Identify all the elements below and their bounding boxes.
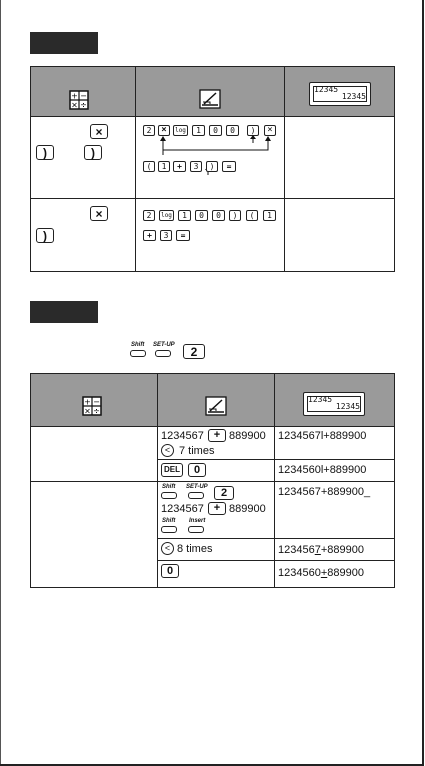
key-del: DEL [161, 463, 183, 477]
display-result: 1234560+889900 [278, 567, 364, 579]
key-multiply: × [90, 124, 108, 139]
key-1: 1 [192, 125, 205, 136]
key-0: 0 [188, 463, 206, 477]
svg-text:+: + [71, 91, 78, 101]
number-text: 1234567 [161, 430, 204, 442]
display-icon: 12345 12345 [303, 392, 365, 416]
insert-key [188, 526, 204, 533]
key-2: 2 [183, 344, 205, 359]
page-border-left [0, 0, 1, 766]
calculator-icon [82, 396, 102, 416]
shift-key [130, 350, 146, 357]
key-plus: + [208, 502, 226, 515]
key-2: 2 [143, 210, 155, 221]
svg-text:−: − [93, 397, 100, 407]
setup-label: SET-UP [186, 484, 208, 490]
shift-label: Shift [162, 518, 176, 524]
key-open-paren: ( [246, 210, 258, 221]
display-result: 1234567+889900 [278, 544, 364, 556]
key-0: 0 [226, 125, 239, 136]
key-plus: + [208, 429, 226, 442]
key-plus: + [143, 230, 156, 241]
key-0: 0 [161, 564, 179, 578]
setup-key [155, 350, 171, 357]
repeat-text: 7 times [179, 445, 215, 457]
key-3: 3 [190, 161, 202, 172]
svg-text:÷: ÷ [80, 100, 87, 110]
key-1: 1 [178, 210, 191, 221]
key-multiply: × [158, 125, 170, 136]
setup-key [188, 492, 204, 499]
key-close-paren: ) [247, 125, 259, 136]
key-3: 3 [160, 230, 172, 241]
shift-key [161, 492, 177, 499]
key-multiply: × [90, 206, 108, 221]
number-text: 889900 [229, 430, 266, 442]
key-close-paren: ) [229, 210, 241, 221]
key-equals: = [222, 161, 236, 172]
display-result: 1234567+889900_ [278, 486, 371, 498]
keystroke-icon [199, 89, 221, 109]
section-tab-1 [30, 32, 98, 54]
number-text: 1234567 [161, 503, 204, 515]
example-table-2 [30, 373, 395, 588]
left-cursor-icon: < [161, 444, 174, 457]
svg-text:÷: ÷ [93, 406, 100, 416]
display-result: 1234560l+889900 [278, 464, 367, 476]
key-1: 1 [263, 210, 276, 221]
key-0: 0 [212, 210, 225, 221]
svg-text:×: × [71, 100, 78, 110]
key-equals: = [176, 230, 190, 241]
shift-label: Shift [131, 342, 145, 348]
display-result: 1234567l+889900 [278, 430, 367, 442]
svg-text:−: − [80, 91, 87, 101]
key-multiply: × [264, 125, 276, 136]
key-1: 1 [158, 161, 170, 172]
key-2: 2 [143, 125, 155, 136]
key-close-paren: ) [84, 145, 102, 160]
key-0: 0 [195, 210, 208, 221]
calculator-icon [69, 90, 89, 110]
key-2: 2 [214, 486, 234, 500]
setup-label: SET-UP [153, 342, 175, 348]
example-table-1 [30, 66, 395, 272]
shift-label: Shift [162, 484, 176, 490]
svg-text:×: × [84, 406, 91, 416]
key-close-paren: ) [206, 161, 218, 172]
left-cursor-icon: < [161, 542, 174, 555]
page-border-right [422, 0, 424, 766]
insert-label: Insert [189, 518, 206, 524]
key-close-paren: ) [36, 145, 54, 160]
display-icon: 12345 12345 [309, 82, 371, 106]
key-open-paren: ( [143, 161, 155, 172]
key-0: 0 [209, 125, 222, 136]
repeat-text: 8 times [177, 543, 213, 555]
key-close-paren: ) [36, 228, 54, 243]
keystroke-icon [205, 396, 227, 416]
number-text: 889900 [229, 503, 266, 515]
shift-key [161, 526, 177, 533]
section-tab-2 [30, 301, 98, 323]
svg-text:+: + [84, 397, 91, 407]
key-plus: + [173, 161, 186, 172]
key-log: log [173, 125, 188, 136]
key-log: log [159, 210, 174, 221]
